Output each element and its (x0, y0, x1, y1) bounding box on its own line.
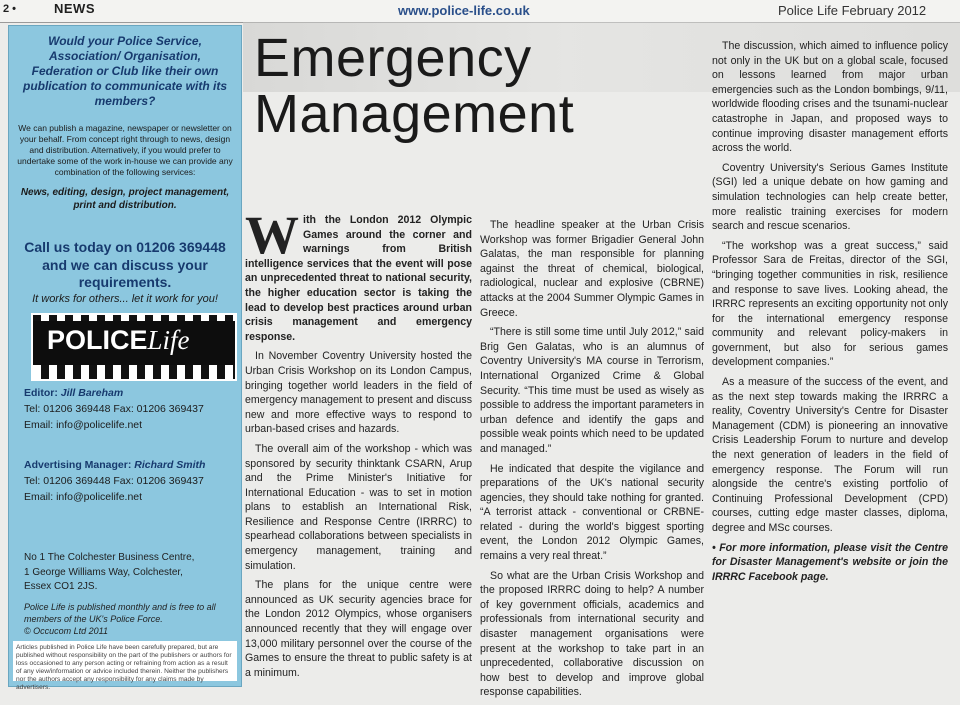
editor-email[interactable]: Email: info@policelife.net (24, 418, 143, 431)
page-number: 2 • (3, 3, 17, 15)
ad-manager-email[interactable]: Email: info@policelife.net (24, 490, 143, 503)
article-column-2 (480, 218, 704, 705)
ad-manager-name: Richard Smith (134, 459, 206, 471)
publishing-advert-sidebar (8, 25, 242, 691)
paragraph: As a measure of the success of the event, and as the next step towards making the IRRRC a reality, Coventry University's Centre for Disaster Management (CDM) is pioneering an innovative Crisis Leadership Forum to nurture and develop the next generation of leaders in the field of emergency response. The Forum will run alongside the centre's existing portfolio of Continuing Professional Development (CPD) courses, cutting edge master classes, diploma, degree and MSc courses. (712, 376, 948, 534)
advert-call-to-action: Call us today on 01206 369448 and we can discuss your requirements. (24, 239, 226, 290)
advert-headline: Would your Police Service, Association/ Organisation, Federation or Club like their own publication to communicate with its members? (22, 34, 227, 108)
logo-checker-bottom (33, 365, 235, 379)
article-lead: With the London 2012 Olympic Games around the corner and warnings from British intelligence services that the event will pose an unprecedented threat to national security, the higher education sector is taking the lead to develop best practices around urban crisis management and emergency response. (245, 205, 472, 343)
disclaimer: Articles published in Police Life have been carefully prepared, but are published without responsibility on the part of the publishers or authors for loss occasioned to any person acting or refraining from action as a result of any view/information or advice included therein. Neither the publishers nor the authors accept any responsibility for any claims made by advertisers. (13, 641, 237, 681)
advertising-contact (24, 458, 205, 505)
article-title: Emergency Management (254, 28, 575, 144)
logo-wordmark: POLICELife (47, 325, 190, 355)
logo-checker-top (33, 315, 235, 321)
more-info-callout: • For more information, please visit the Centre for Disaster Management's website or join the IRRRC Facebook page. (712, 541, 948, 583)
editor-role: Editor: (24, 387, 58, 399)
editor-phone: Tel: 01206 369448 Fax: 01206 369437 (24, 402, 204, 415)
paragraph: The overall aim of the workshop - which was sponsored by security thinktank CSARN, Arup and the Prime Minister's Initiative for International Education - was to set in motion plans to establish an International Risk, Resilience and Response Centre (IRRRC) to spearhead collaborations between specialists in emergency management, training and simulation. (245, 442, 472, 572)
advert-body: We can publish a magazine, newspaper or newsletter on your behalf. From concept right through to news, design and distribution. Alternatively, if you would prefer to undertake some of the work in-house we can provide any combination of the following services: (17, 123, 233, 178)
drop-cap: W (245, 205, 299, 265)
website-url[interactable]: www.police-life.co.uk (398, 3, 530, 18)
paragraph: The plans for the unique centre were announced as UK security agencies brace for the London 2012 Olympics, whose organisers announced recently that they will engage over 13,000 military personnel over the course of the Games to ensure the threat to public safety is at a minimum. (245, 579, 472, 679)
publication-note: Police Life is published monthly and is free to all members of the UK's Police Force. © Occucom Ltd 2011 (24, 601, 230, 637)
advert-services: News, editing, design, project management, print and distribution. (20, 187, 230, 211)
paragraph: “There is still some time until July 2012,” said Brig Gen Galatas, who is an alumnus of Coventry University's MA course in Terrorism, International Organized Crime & Global Security. “This time must be used as wisely as possible to address the important parameters in urban defence and identify the gaps and possible weak points which need to be updated and managed.” (480, 326, 704, 455)
police-life-logo (31, 313, 237, 381)
section-label: NEWS (54, 1, 95, 16)
paragraph: In November Coventry University hosted the Urban Crisis Workshop on its London Campus, bringing together world leaders in the field of emergency management to present and discuss new and more effective ways to respond to urban-based crises and hazards. (245, 350, 472, 436)
article-column-1 (245, 205, 472, 685)
ad-manager-phone: Tel: 01206 369448 Fax: 01206 369437 (24, 474, 204, 487)
editor-contact (24, 386, 204, 433)
office-address: No 1 The Colchester Business Centre, 1 George Williams Way, Colchester, Essex CO1 2JS. (24, 552, 195, 592)
editor-name: Jill Bareham (60, 387, 124, 399)
copyright: © Occucom Ltd 2011 (24, 626, 109, 637)
advert-tagline: It works for others... let it work for you! (32, 293, 218, 305)
page-header (0, 0, 960, 23)
paragraph: He indicated that despite the vigilance and preparations of the UK's national security agencies, they should take nothing for granted. “A terrorist attack - conventional or CRBNE-related - during the world's biggest sporting event, the London 2012 Olympic Games, remains a very real threat.” (480, 462, 704, 563)
paragraph: The discussion, which aimed to influence policy not only in the UK but on a global scale, focused on lessons learned from major urban emergencies such as the London bombings, 9/11, worldwide flooding crises and the tsunami-nuclear catastrophe in Japan, and proposed ways to continue improving disaster management efforts across the world. (712, 40, 948, 155)
article-column-3 (712, 39, 948, 589)
paragraph: Coventry University's Serious Games Institute (SGI) led a unique debate on how gaming and simulation technologies can help create better, more realistic training exercises for modern search and rescue scenarios. (712, 161, 948, 233)
paragraph: “The workshop was a great success,” said Professor Sara de Freitas, director of the SGI, “bringing together communities in risk, resilience and response to save lives. Looking ahead, the IRRRC represents an exciting opportunity not only for the international emergency response community and relevant policy-makers in government, but also for serious games development companies.” (712, 239, 948, 369)
issue-date: Police Life February 2012 (778, 3, 927, 18)
ad-manager-role: Advertising Manager: (24, 459, 132, 471)
paragraph: The headline speaker at the Urban Crisis Workshop was former Brigadier General John Galatas, the man responsible for planning against the threat of chemical, biological, radiological, nuclear and explosive (CBRNE) attacks at the 2004 Summer Olympic Games in Greece. (480, 219, 704, 319)
paragraph: So what are the Urban Crisis Workshop and the proposed IRRRC doing to help? A number of key government officials, academics and professionals from international security and disaster management organisations were present at the workshop to take part in an unprecedented, collaborative discussion on how best to develop and improve global response capabilities. (480, 569, 704, 699)
